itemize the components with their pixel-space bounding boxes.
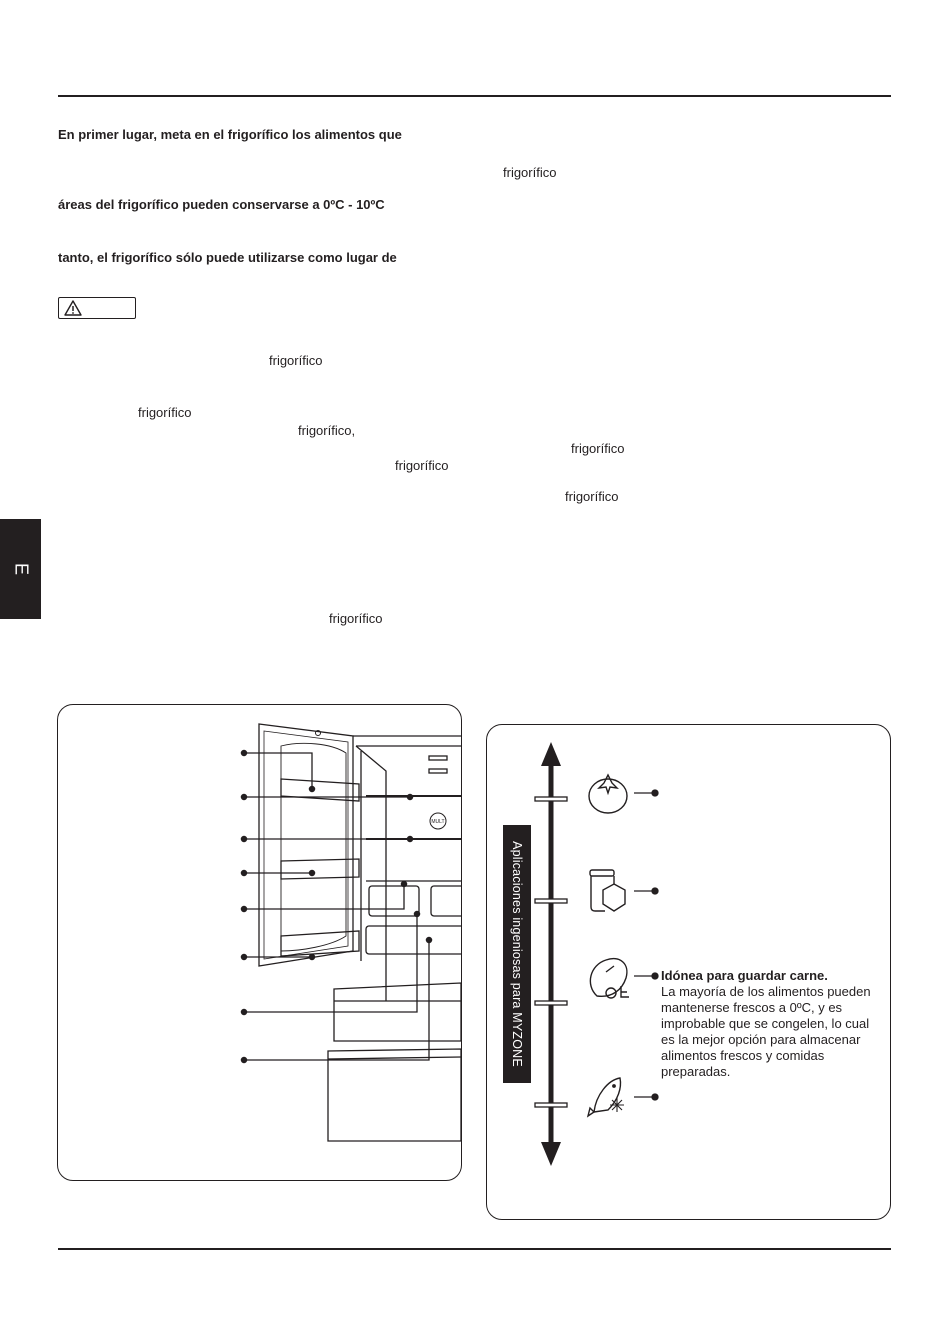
meat-description [661,968,881,1080]
fridge-diagram-panel [57,704,462,1181]
meat-title: Idónea para guardar carne. [661,968,828,983]
intro-line-3: áreas del frigorífico pueden conservarse a 0ºC - 10ºC [58,197,385,212]
multi-badge: MULT [431,819,445,825]
body-word-2: frigorífico [138,405,192,420]
fridge-illustration [58,705,462,1181]
warning-triangle-icon [64,300,82,316]
myzone-axis-label-text: Aplicaciones ingeniosas para MYZONE [510,841,524,1067]
body-word-1: frigorífico [269,353,323,368]
header-rule [58,95,891,97]
intro-word-frigorifico: frigorífico [503,165,557,180]
language-tab-letter: E [11,562,31,576]
body-word-7: frigorífico [329,611,383,626]
meat-body: La mayoría de los alimentos pueden mantenerse frescos a 0ºC, y es improbable que se congelen, lo cual es la mejor opción para almacenar alimentos frescos y comidas preparadas. [661,984,871,1079]
body-word-6: frigorífico [565,489,619,504]
footer-rule [58,1248,891,1250]
warning-box [58,297,136,319]
intro-line-1: En primer lugar, meta en el frigorífico los alimentos que [58,127,402,142]
body-word-4: frigorífico [571,441,625,456]
myzone-axis-label [503,825,531,1083]
intro-line-4: tanto, el frigorífico sólo puede utilizarse como lugar de [58,250,397,265]
body-word-3: frigorífico, [298,423,356,438]
body-word-5: frigorífico [395,458,449,473]
language-tab [0,519,41,619]
